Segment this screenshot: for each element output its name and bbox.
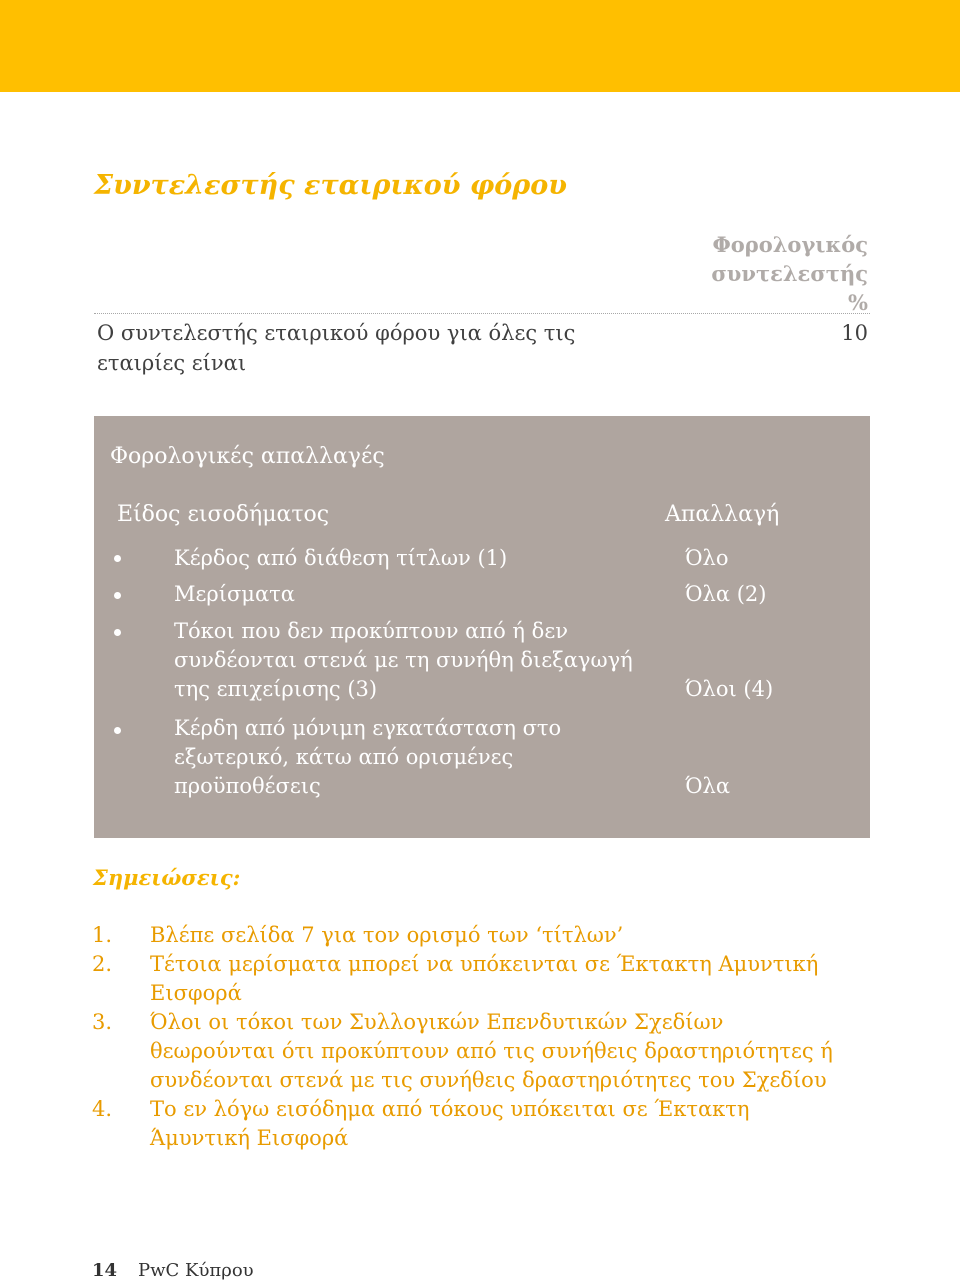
exemption-row-value: Όλο [685,546,729,570]
note-item [92,950,852,1008]
notes-list [92,921,852,1153]
note-number: 2. [92,952,113,976]
rate-header-line-2: συντελεστής [711,261,868,286]
rate-column-header [648,230,868,317]
exemption-row-text: Μερίσματα [174,582,295,606]
note-number: 3. [92,1010,113,1034]
section-title: Συντελεστής εταιρικού φόρου [94,170,567,201]
publisher-name: PwC Κύπρου [138,1260,254,1281]
exemptions-title: Φορολογικές απαλλαγές [110,444,385,469]
dotted-divider [94,313,870,314]
note-text: Τέτοια μερίσματα μπορεί να υπόκεινται σε Έκτακτη Αμυντική Εισφορά [150,952,819,1005]
exemption-header: Απαλλαγή [665,502,780,527]
note-item [92,1095,852,1153]
page-number: 14 [92,1260,118,1281]
notes-title: Σημειώσεις: [93,865,241,890]
top-accent-bar [0,0,960,92]
rate-header-line-3: % [848,290,868,315]
rate-label: Ο συντελεστής εταιρικού φόρου για όλες τις εταιρίες είναι [97,321,576,375]
note-number: 4. [92,1097,113,1121]
bullet-icon [114,727,121,734]
rate-header-line-1: Φορολογικός [712,232,868,257]
note-item [92,1008,852,1095]
bullet-icon [114,629,121,636]
exemption-row-text: Τόκοι που δεν προκύπτουν από ή δεν συνδέονται στενά με τη συνήθη διεξαγωγή της επιχείρισης (3) [174,619,633,701]
bullet-icon [114,555,121,562]
bullet-icon [114,592,121,599]
exemption-row-value: Όλα [685,774,731,798]
note-item [92,921,852,950]
exemption-row-value: Όλοι (4) [685,677,774,701]
note-text: Όλοι οι τόκοι των Συλλογικών Επενδυτικών Σχεδίων θεωρούνται ότι προκύπτουν από τις συνήθεις δραστηριότητες ή συνδέονται στενά με τις συνήθεις δραστηριότητες του Σχεδίου [150,1010,833,1092]
note-number: 1. [92,923,113,947]
exemption-row-text: Κέρδη από μόνιμη εγκατάσταση στο εξωτερικό, κάτω από ορισμένες προϋποθέσεις [174,716,562,798]
exemption-row-text: Κέρδος από διάθεση τίτλων (1) [174,546,508,570]
exemption-row-value: Όλα (2) [685,582,767,606]
note-text: Το εν λόγω εισόδημα από τόκους υπόκειται σε Έκτακτη Άμυντική Εισφορά [150,1097,750,1150]
note-text: Βλέπε σελίδα 7 για τον ορισμό των ‘τίτλων’ [150,923,624,947]
income-type-header: Είδος εισοδήματος [117,502,330,527]
rate-value: 10 [841,321,868,345]
